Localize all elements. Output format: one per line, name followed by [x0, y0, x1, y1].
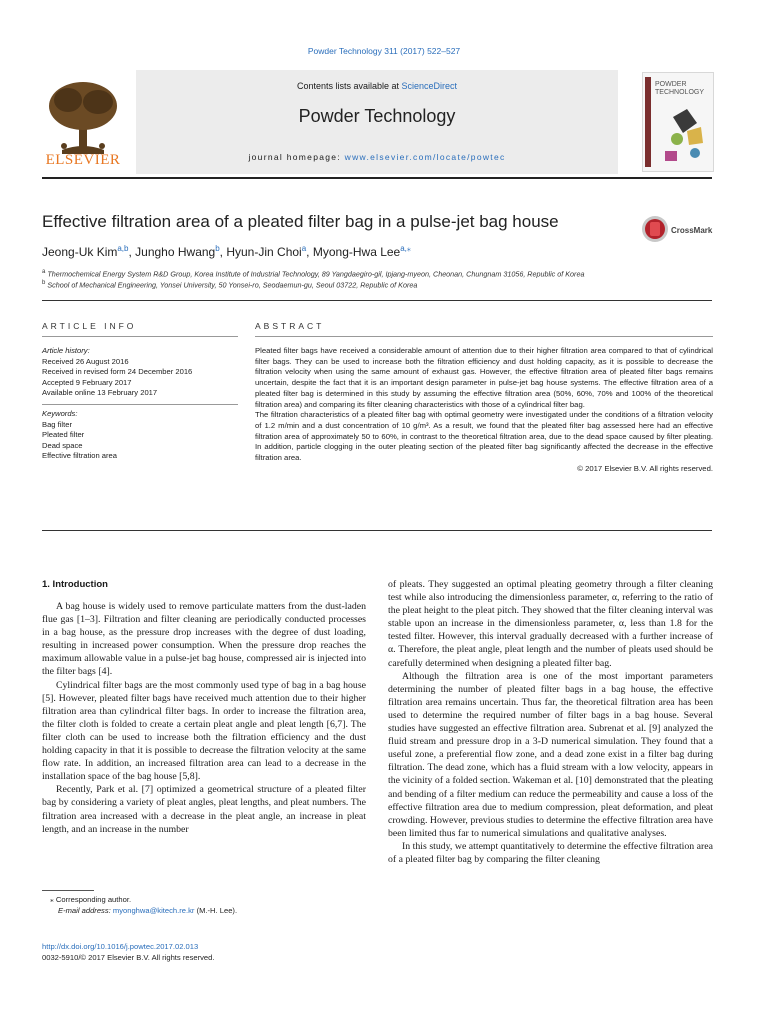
abstract-copyright: © 2017 Elsevier B.V. All rights reserved.: [577, 463, 713, 473]
journal-citation[interactable]: Powder Technology 311 (2017) 522–527: [307, 46, 461, 56]
article-info: [42, 346, 238, 462]
abstract-paragraph: Pleated filter bags have received a considerable amount of attention due to their higher filtration area compared to that of cylindrical filter bags. They can be used to increase both the filtration efficiency and dust holding capacity, as it is possible to decrease the filtration velocity when using the same amount of exhaust gas. However, the effective filtration area of pleated filter bags remains uncertain, despite the fact that it is an important design parameter in pulse-jet bag house systems. The effective filtration area of a pleated filter bag is determined in this study by assuming the effective filtration area (50%, 60%, 70% and 100% of the theoretical filtration area) and comparing its filter cleaning characteristics with those of a cylindrical filter bag.: [255, 346, 713, 409]
article-info-heading: ARTICLE INFO: [42, 321, 137, 331]
journal-homepage-link[interactable]: www.elsevier.com/locate/powtec: [344, 152, 506, 162]
corresponding-author-footnote: [42, 894, 237, 916]
keywords-label: Keywords:: [42, 408, 78, 418]
keyword: Pleated filter: [42, 430, 85, 440]
doi-block: [42, 941, 214, 963]
abstract-paragraph: The filtration characteristics of a pleated filter bag with optimal geometry were investigated under the conditions of a filtration velocity of 1.2 m/min and a dust concentration of 10 g/m³. As a result, we found that the pleated filter bag assessed here had an effective filtration area of approximately 50 to 60%, in contrast to the theoretical filtration area, due to the dead space caused by filter pleating. In addition, particle clogging in the outer pleating section of the pleated filter bag significantly affected the decrease in the effective filtration area.: [255, 410, 713, 463]
affiliation-divider: [42, 300, 712, 301]
issn-line: 0032-5910/© 2017 Elsevier B.V. All rights reserved.: [42, 953, 215, 962]
author-0[interactable]: Jeong-Uk Kim$^{a,b}$,: [42, 244, 136, 259]
history-revised: Received in revised form 24 December 2016: [42, 367, 193, 377]
affiliation-a: $^a$ Thermochemical Energy System R&D Group, Korea Institute of Industrial Technology, 89 Yangdaegiro-gil, Ipjang-myeon, Cheonan, Chungnam 31056, Republic of Korea: [42, 269, 585, 279]
abstract-rule: [255, 336, 713, 337]
affiliation-b: $^b$ School of Mechanical Engineering, Yonsei University, 50 Yonsei-ro, Seodaemun-gu, Seoul 03722, Republic of Korea: [42, 280, 418, 290]
journal-header: [42, 70, 712, 174]
article-title: Effective filtration area of a pleated filter bag in a pulse-jet bag house: [42, 212, 559, 231]
info-separator: [42, 404, 238, 405]
abstract-heading: ABSTRACT: [255, 321, 325, 331]
history-received: Received 26 August 2016: [42, 356, 129, 366]
history-accepted: Accepted 9 February 2017: [42, 377, 132, 387]
section-heading-introduction: 1. Introduction: [42, 579, 108, 590]
header-divider: [42, 177, 712, 179]
journal-masthead: [136, 70, 618, 174]
cover-artwork-icon: [643, 73, 713, 171]
email-line: E-mail address: myonghwa@kitech.re.kr (M.-H. Lee).: [58, 906, 238, 915]
cover-title: POWDER TECHNOLOGY: [655, 81, 705, 96]
history-online: Available online 13 February 2017: [42, 388, 158, 398]
body-column-right: [388, 578, 713, 866]
author-3[interactable]: Myong-Hwa Lee$^{a,⁎}$: [312, 244, 411, 259]
body-paragraph: Cylindrical filter bags are the most commonly used type of bag in a bag house [5]. However, pleated filter bags have received much attention due to their higher filtration area than cylindrical filter bags. In order to increase the filtration area, the filter cloth is folded to create a certain pleat angle and pleat length [6,7]. The filter cloth can be used to increase both the filtration efficiency and the dust holding capacity in that it is possible to decrease the filtration velocity at the same flow rate. In addition, an increased filtration area can lead to a decrease in the installation space of the bag house [5,8].: [42, 679, 366, 783]
doi-link[interactable]: http://dx.doi.org/10.1016/j.powtec.2017.02.013: [42, 942, 199, 951]
corresponding-author-line: ⁎ Corresponding author.: [50, 895, 132, 904]
abstract-divider: [42, 530, 712, 531]
journal-cover-thumbnail[interactable]: [642, 72, 714, 172]
abstract-body: [255, 346, 713, 474]
author-list: [42, 244, 411, 259]
history-label: Article history:: [42, 346, 90, 355]
crossmark-icon[interactable]: [640, 212, 716, 246]
elsevier-wordmark: ELSEVIER: [45, 152, 121, 168]
body-paragraph: In this study, we attempt quantitatively to determine the effective filtration area of a pleated filter bag by comparing the filter cleaning: [388, 840, 713, 865]
crossmark-label: CrossMark: [671, 226, 713, 235]
contents-available-line: Contents lists available at ScienceDirect: [296, 81, 458, 91]
author-1[interactable]: Jungho Hwang$^b$,: [135, 244, 227, 259]
keyword: Effective filtration area: [42, 451, 117, 461]
footnote-rule: [42, 890, 94, 891]
journal-homepage-line: journal homepage: www.elsevier.com/locate/powtec: [248, 152, 506, 162]
sciencedirect-link[interactable]: ScienceDirect: [401, 81, 458, 91]
body-paragraph: Although the filtration area is one of the most important parameters determining the number of pleated filter bags in a bag house, the effective filtration area remains uncertain. Thus far, the theoretical filtration area has been used to determine the required number of filter bags in a bag house. Several studies have suggested an effective filtration area. Subrenat et al. [9] analyzed the fluid stream and pressure drop in a 3-D numerical simulation. They found that a useful zone, a preferential flow zone, and a dead zone exist in a filter bag during filtration. The dead zone, which has a fluid stream with a low velocity, appears in the vicinity of a folded section. Wakeman et al. [10] demonstrated that the pleating and bending of a filter medium can reduce the permeability and cause a loss of the effective filtration area due to medium compression, pleat deformation, and pleat crowding. However, previous studies to determine the effective filtration area have been limited thus far to numerical simulations and qualitative analyses.: [388, 670, 713, 839]
body-column-left: [42, 600, 366, 836]
body-paragraph: A bag house is widely used to remove particulate matters from the dust-laden flue gas [1–3]. Filtration and filter cleaning are periodically conducted processes in a bag house, as the pressure drop increases with the degree of dust loading, resulting in increased power consumption. When the pressure drop reaches the maximum allowable value in a pulse-jet bag house, compressed air is injected into the filter bags [4].: [42, 601, 366, 678]
author-email-link[interactable]: myonghwa@kitech.re.kr: [112, 906, 195, 915]
body-paragraph: Recently, Park et al. [7] optimized a geometrical structure of a pleated filter bag by considering a variety of pleat angles, pleat lengths, and pleat numbers. The filtration area increased with a decrease in the pleat angle, an increase in pleat length, and an increase in the number: [42, 784, 366, 835]
keyword: Bag filter: [42, 419, 72, 429]
article-info-rule: [42, 336, 238, 337]
author-2[interactable]: Hyun-Jin Choi$^a$,: [226, 244, 313, 259]
body-paragraph: of pleats. They suggested an optimal pleating geometry through a filter cleaning test while also introducing the dimensionless parameter, α, referring to the ratio of the pleat height to the pleat pitch. They showed that the filter cleaning interval was stable upon an increase in the dimensionless parameter, α, less than 1.8 for the tested filter. However, this interval gradually decreased with a further increase of α. Therefore, the pleat angle, pleat length and the number of pleats used should be carefully determined when designing a pleated filter bag.: [388, 579, 713, 669]
journal-name: Powder Technology: [298, 106, 456, 126]
keyword: Dead space: [42, 440, 83, 450]
